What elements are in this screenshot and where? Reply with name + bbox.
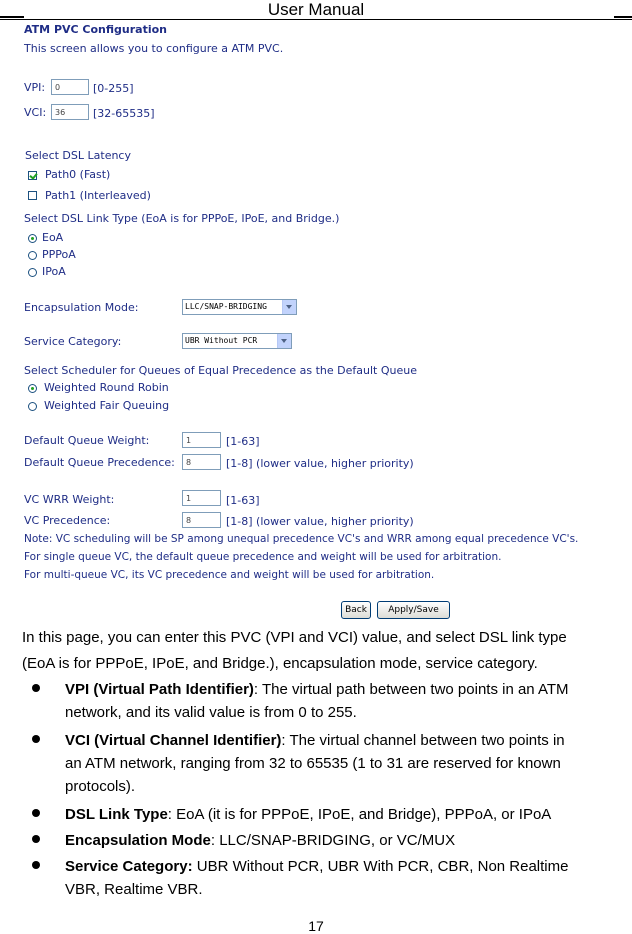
- list-item-text: UBR Without PCR, UBR With PCR, CBR, Non Realtime: [192, 858, 569, 875]
- intro-line-2: (EoA is for PPPoE, IPoE, and Bridge.), encapsulation mode, service category.: [22, 655, 538, 672]
- vci-label: VCI:: [24, 106, 47, 119]
- vc-precedence-range: [1-8] (lower value, higher priority): [226, 515, 414, 528]
- list-item-term: Service Category:: [65, 858, 193, 875]
- list-item-text: : LLC/SNAP-BRIDGING, or VC/MUX: [210, 832, 456, 849]
- default-weight-label: Default Queue Weight:: [24, 434, 150, 447]
- apply-save-button[interactable]: Apply/Save: [377, 601, 450, 619]
- default-precedence-input[interactable]: 8: [182, 454, 221, 470]
- default-weight-input[interactable]: 1: [182, 432, 221, 448]
- ipoa-label: IPoA: [42, 265, 66, 278]
- screen-title: ATM PVC Configuration: [24, 23, 167, 36]
- list-item-vci: [65, 729, 627, 798]
- vpi-range: [0-255]: [93, 82, 134, 95]
- list-item-encapsulation: [65, 829, 627, 852]
- header-rule-left-tab: [0, 16, 24, 18]
- list-item-text: protocols).: [65, 778, 136, 795]
- default-precedence-label: Default Queue Precedence:: [24, 456, 175, 469]
- vc-weight-label: VC WRR Weight:: [24, 493, 115, 506]
- note-line-3: For multi-queue VC, its VC precedence and weight will be used for arbitration.: [24, 569, 435, 581]
- list-item-text: : EoA (it is for PPPoE, IPoE, and Bridge), PPPoA, or IPoA: [167, 806, 552, 823]
- list-item-term: VPI (Virtual Path Identifier): [65, 681, 254, 698]
- chevron-down-icon: [282, 300, 296, 314]
- vc-weight-input[interactable]: 1: [182, 490, 221, 506]
- list-item-vpi: [65, 678, 627, 724]
- atm-pvc-screenshot: [24, 20, 624, 625]
- wrr-radio[interactable]: [28, 384, 37, 393]
- vc-weight-range: [1-63]: [226, 494, 260, 507]
- vci-range: [32-65535]: [93, 107, 155, 120]
- chevron-down-icon: [277, 334, 291, 348]
- wfq-label: Weighted Fair Queuing: [44, 399, 170, 412]
- encapsulation-select[interactable]: [182, 299, 297, 315]
- list-item-term: DSL Link Type: [65, 806, 168, 823]
- pppoa-radio[interactable]: [28, 251, 37, 260]
- list-item-term: Encapsulation Mode: [65, 832, 211, 849]
- list-item-term: VCI (Virtual Channel Identifier): [65, 732, 282, 749]
- path0-checkbox[interactable]: [28, 171, 37, 180]
- link-type-heading: Select DSL Link Type (EoA is for PPPoE, IPoE, and Bridge.): [24, 212, 340, 225]
- path1-checkbox[interactable]: [28, 191, 37, 200]
- header-rule-right-tab: [614, 16, 632, 18]
- back-button[interactable]: Back: [341, 601, 371, 619]
- list-item-link-type: [65, 803, 627, 826]
- list-item-text: an ATM network, ranging from 32 to 65535 (1 to 31 are reserved for known: [65, 755, 561, 772]
- encapsulation-label: Encapsulation Mode:: [24, 301, 139, 314]
- default-weight-range: [1-63]: [226, 435, 260, 448]
- list-item-text: : The virtual path between two points in an ATM: [253, 681, 569, 698]
- bullet-icon: [32, 680, 40, 695]
- page-number: 17: [308, 918, 324, 934]
- scheduler-heading: Select Scheduler for Queues of Equal Precedence as the Default Queue: [24, 364, 417, 377]
- service-label: Service Category:: [24, 335, 122, 348]
- pppoa-label: PPPoA: [42, 248, 76, 261]
- default-precedence-range: [1-8] (lower value, higher priority): [226, 457, 414, 470]
- screen-description: This screen allows you to configure a ATM PVC.: [24, 42, 284, 55]
- service-value: UBR Without PCR: [185, 336, 258, 345]
- eoa-radio[interactable]: [28, 234, 37, 243]
- bullet-icon: [32, 805, 40, 820]
- bullet-icon: [32, 731, 40, 746]
- bullet-icon: [32, 857, 40, 872]
- service-select[interactable]: [182, 333, 292, 349]
- eoa-label: EoA: [42, 231, 64, 244]
- list-item-text: VBR, Realtime VBR.: [65, 881, 203, 898]
- intro-line-1: In this page, you can enter this PVC (VPI and VCI) value, and select DSL link type: [22, 629, 567, 646]
- note-line-2: For single queue VC, the default queue precedence and weight will be used for arbitration.: [24, 551, 502, 563]
- bullet-icon: [32, 831, 40, 846]
- wfq-radio[interactable]: [28, 402, 37, 411]
- path1-label: Path1 (Interleaved): [45, 189, 151, 202]
- ipoa-radio[interactable]: [28, 268, 37, 277]
- vc-precedence-input[interactable]: 8: [182, 512, 221, 528]
- header-title: User Manual: [267, 0, 365, 19]
- list-item-text: network, and its valid value is from 0 to 255.: [65, 704, 357, 721]
- vpi-input[interactable]: 0: [51, 79, 89, 95]
- list-item-text: : The virtual channel between two points in: [281, 732, 565, 749]
- vc-precedence-label: VC Precedence:: [24, 514, 111, 527]
- vpi-label: VPI:: [24, 81, 46, 94]
- latency-heading: Select DSL Latency: [25, 149, 131, 162]
- note-line-1: Note: VC scheduling will be SP among unequal precedence VC's and WRR among equal precedence VC's.: [24, 533, 579, 545]
- wrr-label: Weighted Round Robin: [44, 381, 169, 394]
- path0-label: Path0 (Fast): [45, 168, 111, 181]
- encapsulation-value: LLC/SNAP-BRIDGING: [185, 302, 267, 311]
- list-item-service: [65, 855, 627, 901]
- vci-input[interactable]: 36: [51, 104, 89, 120]
